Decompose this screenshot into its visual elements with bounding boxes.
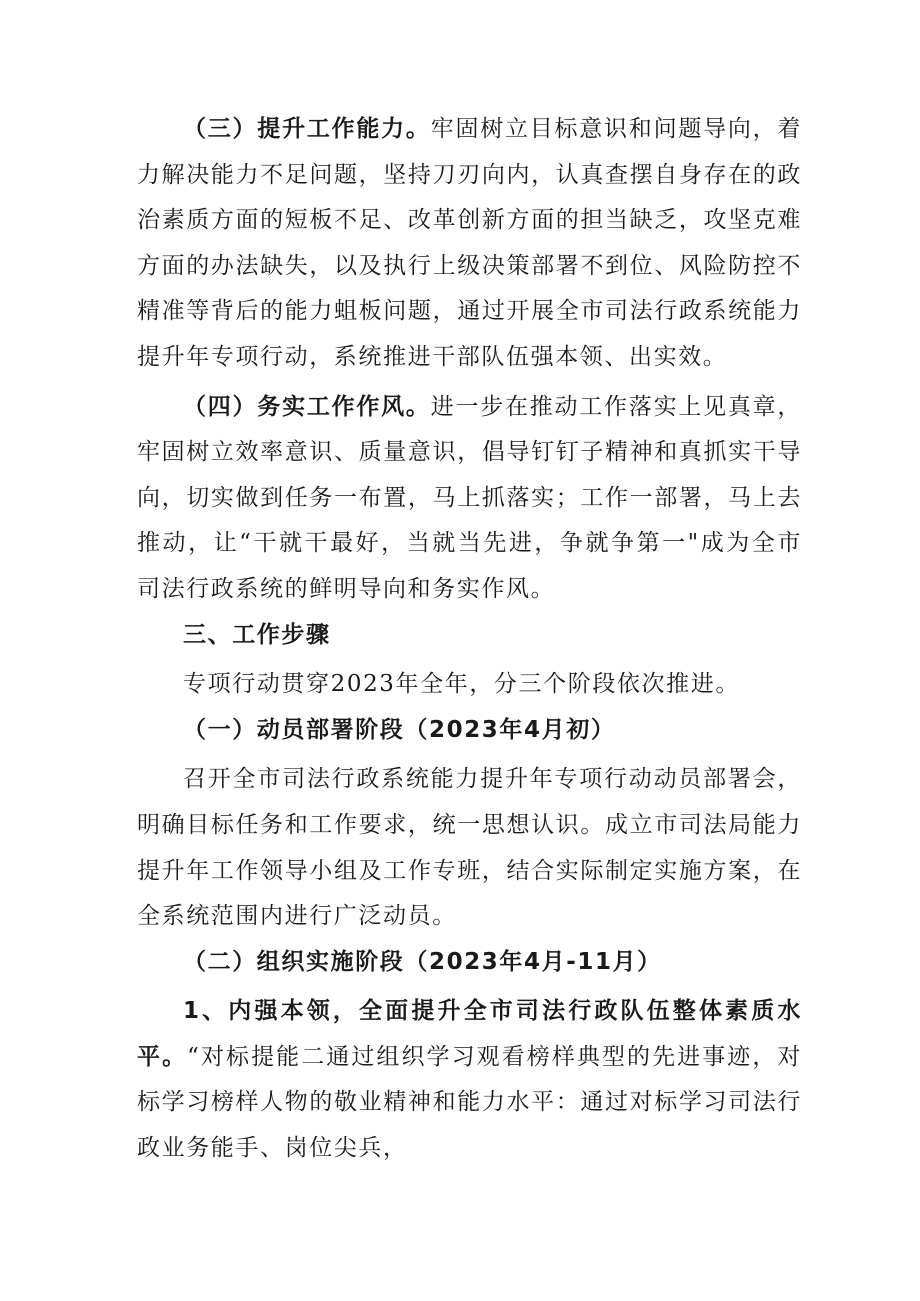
section-3-body: 牢固树立目标意识和问题导向，着力解决能力不足问题，坚持刀刃向内，认真查摆自身存在的政治素质方面的短板不足、改革创新方面的担当缺乏，攻坚克难方面的办法缺失，以及执行上级决策部署不到位、风险防控不精准等背后的能力蛆板问题，通过开展全市司法行政系统能力提升年专项行动，系统推进干部队伍强本领、出实效。 xyxy=(137,116,803,370)
section-4-title: （四）务实工作作风。 xyxy=(183,393,431,420)
phase-2-title: （二）组织实施阶段（2023年4月-11月） xyxy=(183,948,662,975)
section-4-body: 进一步在推动工作落实上见真章，牢固树立效率意识、质量意识，倡导钉钉子精神和真抓实干导向，切实做到任务一布置，马上抓落实；工作一部署，马上去推动，让“干就干最好，当就当先进，争就争第一"成为全市司法行政系统的鲜明导向和务实作风。 xyxy=(137,393,803,602)
steps-intro: 专项行动贯穿2023年全年，分三个阶段依次推进。 xyxy=(183,671,740,698)
phase-1-body: 召开全市司法行政系统能力提升年专项行动动员部署会，明确目标任务和工作要求，统一思想认识。成立市司法局能力提升年工作领导小组及工作专班，结合实际制定实施方案，在全系统范围内进行广泛动员。 xyxy=(137,766,802,930)
phase-2-item-1-title: 1、内强本领，全面提升全市司法行政队伍整体素质水平。 xyxy=(137,998,802,1070)
document-body xyxy=(137,107,802,1172)
phase-1-title: （一）动员部署阶段（2023年4月初） xyxy=(183,716,616,743)
steps-heading: 三、工作步骤 xyxy=(183,621,331,648)
phase-2-item-1 xyxy=(137,989,802,1171)
section-4-paragraph xyxy=(137,385,802,613)
phase-2-item-1-body: “对标提能二通过组织学习观看榜样典型的先进事迹，对标学习榜样人物的敬业精神和能力水平：通过对标学习司法行政业务能手、岗位尖兵， xyxy=(137,1043,803,1162)
section-3-paragraph xyxy=(137,107,802,381)
section-3-title: （三）提升工作能力。 xyxy=(183,116,431,142)
